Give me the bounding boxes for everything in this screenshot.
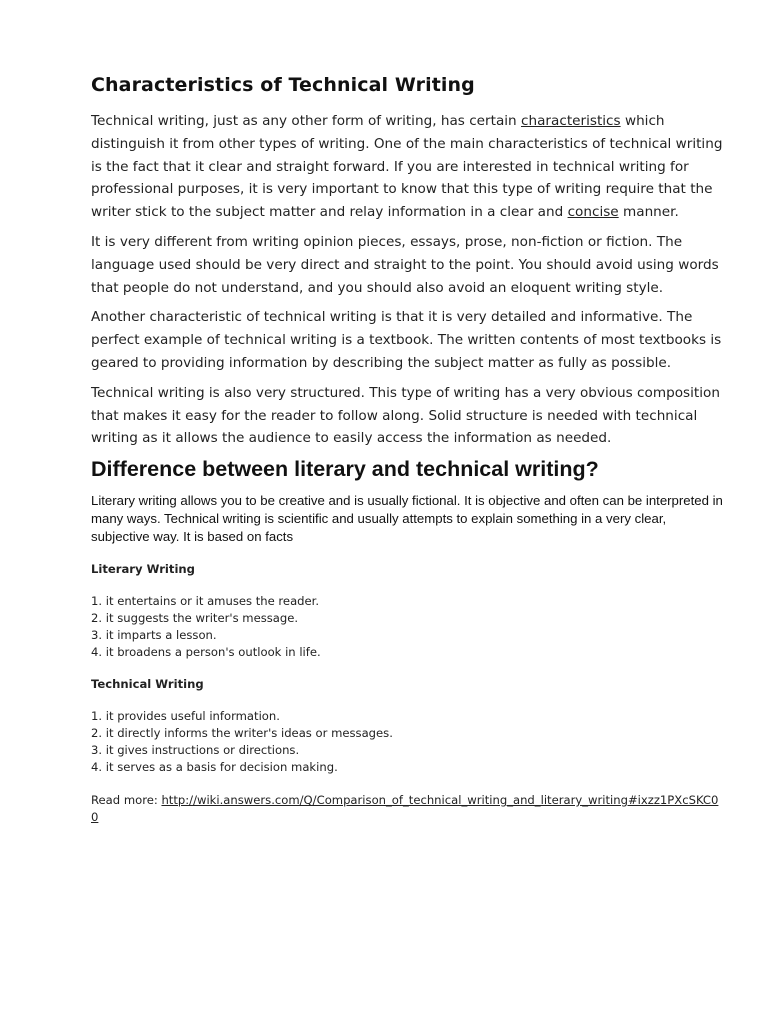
paragraph-1-text-b: which distinguish it from other types of writing. One of the main characteristics of technical writing is the fact that it clear and straight forward. If you are interested in technical writing for professional purposes, it is very important to know that this type of writing require that the writer stick to the subject matter and relay information in a clear and (91, 113, 723, 221)
paragraph-4: Technical writing is also very structured. This type of writing has a very obvious composition that makes it easy for the reader to follow along. Solid structure is needed with technical writing as it allows the audience to easily access the information as needed. (91, 384, 720, 447)
document-page (91, 68, 723, 826)
list-item: 3. it imparts a lesson. (91, 628, 217, 643)
section-title: Characteristics of Technical Writing (91, 74, 475, 96)
technical-writing-list (91, 708, 723, 776)
paragraph-2: It is very different from writing opinion pieces, essays, prose, non-fiction or fiction. The language used should be very direct and straight to the point. You should avoid using words that people do not understand, and you should also avoid an eloquent writing style. (91, 233, 719, 296)
paragraph-1-text-c: manner. (618, 204, 679, 221)
paragraph-1 (91, 110, 723, 224)
characteristics-link[interactable]: characteristics (521, 113, 621, 129)
technical-writing-heading: Technical Writing (91, 677, 204, 692)
list-item: 2. it suggests the writer's message. (91, 611, 299, 626)
list-item: 1. it provides useful information. (91, 709, 280, 724)
literary-writing-heading: Literary Writing (91, 562, 195, 577)
concise-link[interactable]: concise (567, 204, 619, 221)
list-item: 3. it gives instructions or directions. (91, 743, 300, 758)
read-more (91, 792, 723, 826)
list-item: 2. it directly informs the writer's ideas or messages. (91, 726, 393, 741)
difference-intro: Literary writing allows you to be creative and is usually fictional. It is objective and often can be interpreted in many ways. Technical writing is scientific and usually attempts to explain something in a very clear, subjective way. It is based on facts (91, 493, 723, 545)
paragraph-3: Another characteristic of technical writing is that it is very detailed and informative. The perfect example of technical writing is a textbook. The written contents of most textbooks is geared to providing information by describing the subject matter as fully as possible. (91, 309, 722, 371)
list-item: 4. it serves as a basis for decision making. (91, 760, 338, 775)
read-more-link[interactable]: http://wiki.answers.com/Q/Comparison_of_technical_writing_and_literary_writing#ixzz1PXcSKC00 (91, 793, 719, 825)
literary-writing-list (91, 593, 723, 661)
paragraph-1-text-a: Technical writing, just as any other form of writing, has certain (91, 113, 521, 129)
read-more-label: Read more: (91, 793, 158, 808)
list-item: 1. it entertains or it amuses the reader. (91, 594, 320, 609)
list-item: 4. it broadens a person's outlook in life. (91, 645, 321, 660)
difference-heading: Difference between literary and technical writing? (91, 457, 599, 482)
